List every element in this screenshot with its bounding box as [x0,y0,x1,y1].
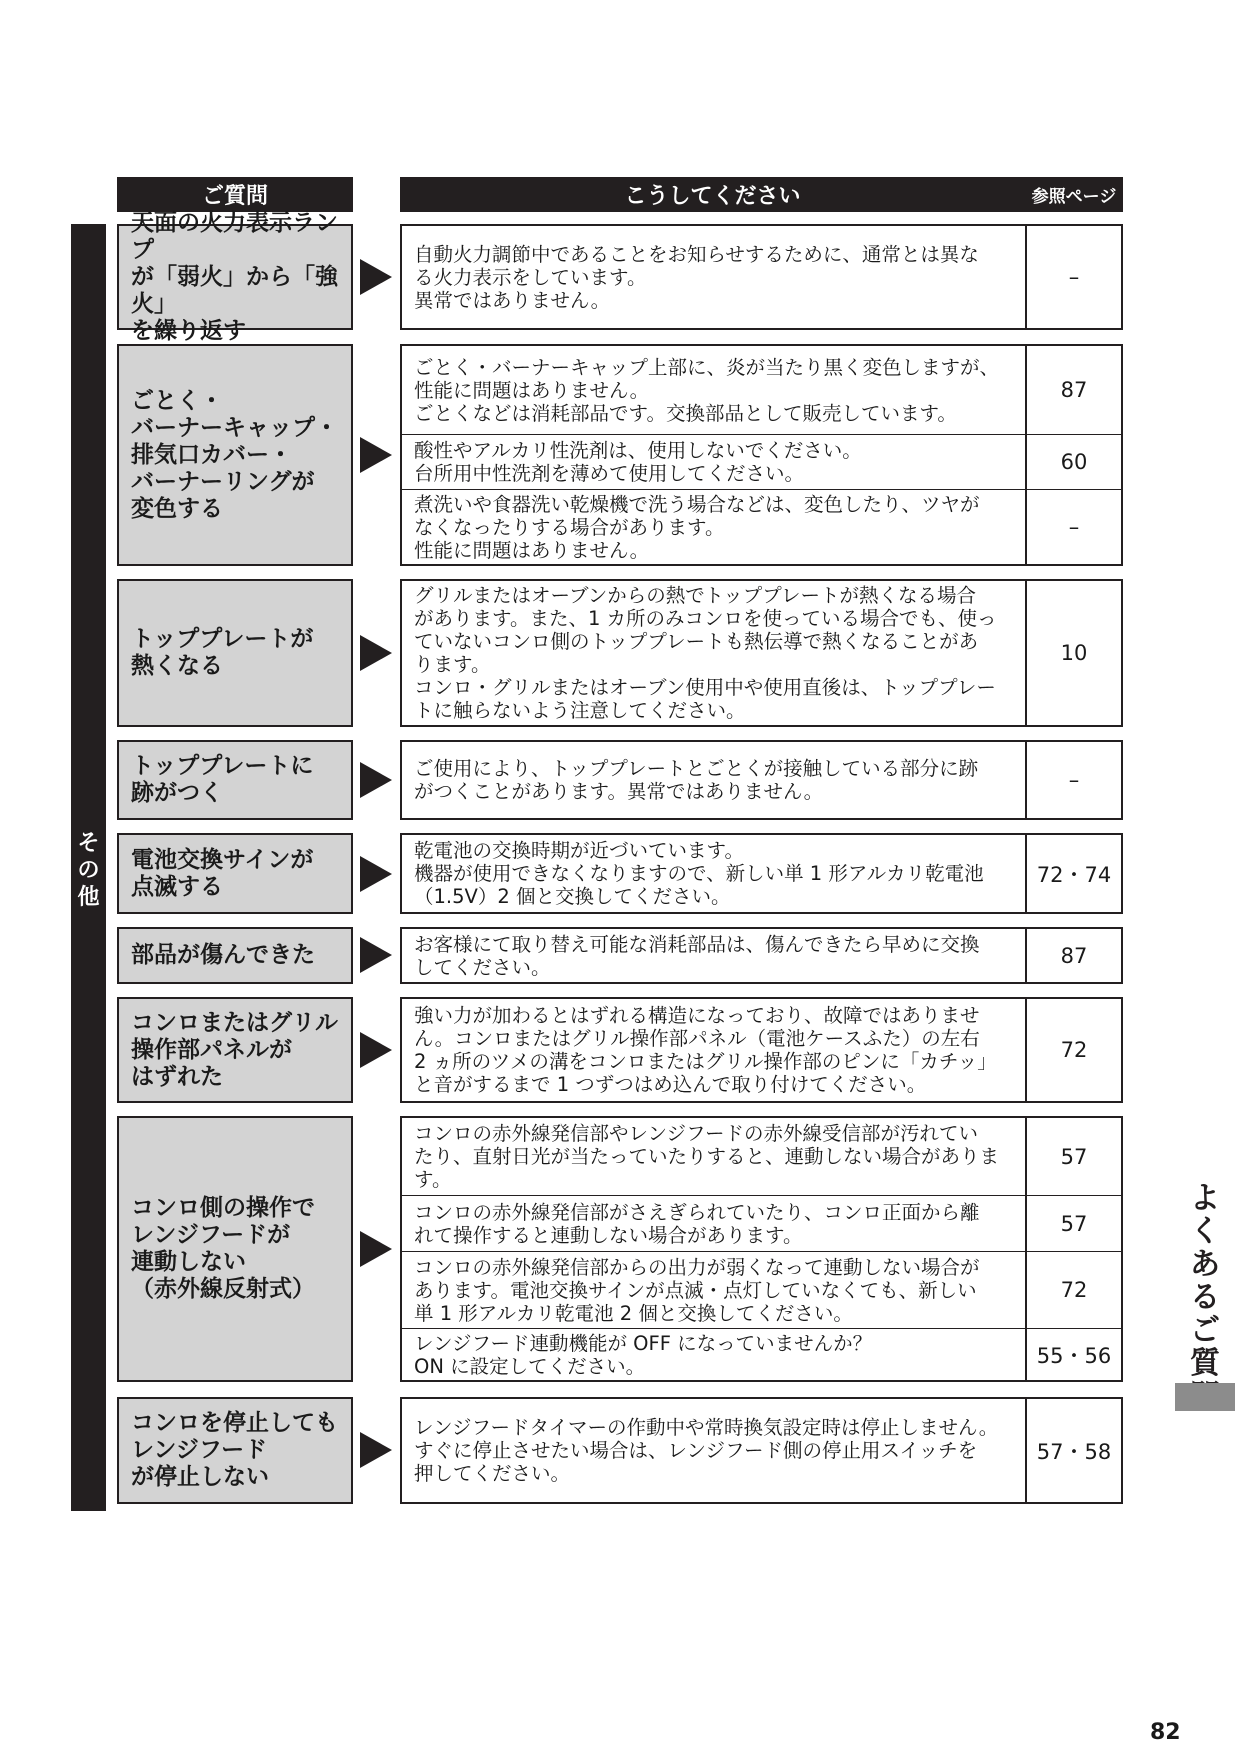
answer-text: 強い力が加わるとはずれる構造になっており、故障ではありませ ん。コンロまたはグリル操作部パネル（電池ケースふた）の左右 2 ヵ所のツメの溝をコンロまたはグリル操作部のピンに「カチッ」 と音がするまで 1 つずつはめ込んで取り付けてください。 [402,999,1027,1101]
answer-text: 煮洗いや食器洗い乾燥機で洗う場合などは、変色したり、ツヤが なくなったりする場合があります。 性能に問題はありません。 [402,490,1027,564]
answer-row [402,999,1121,1101]
answer-row [402,1118,1121,1195]
faq-answer [400,344,1123,566]
arrow-icon [360,1032,392,1068]
answer-text: コンロの赤外線発信部がさえぎられていたり、コンロ正面から離 れて操作すると連動しない場合があります。 [402,1196,1027,1251]
arrow-icon [360,1432,392,1468]
answer-text: コンロの赤外線発信部やレンジフードの赤外線受信部が汚れてい たり、直射日光が当たっていたりすると、連動しない場合がありま す。 [402,1118,1027,1195]
faq-question [117,1116,353,1382]
faq-answer [400,1116,1123,1382]
arrow-icon [360,856,392,892]
section-label-char: 他 [77,885,100,910]
faq-question [117,740,353,820]
answer-text: 乾電池の交換時期が近づいています。 機器が使用できなくなりますので、新しい単 1 形アルカリ乾電池 （1.5V）2 個と交換してください。 [402,835,1027,912]
question-header-label: ご質問 [201,184,268,209]
page-ref: 10 [1060,641,1088,665]
faq-answer [400,224,1123,330]
answer-text: レンジフード連動機能が OFF になっていませんか？ ON に設定してください。 [402,1329,1027,1380]
answer-row [402,929,1121,982]
answer-row [402,1195,1121,1251]
faq-question [117,1397,353,1504]
page-ref: 72 [1060,1278,1088,1302]
page-ref: 57 [1060,1211,1088,1236]
page-ref: 57 [1060,1144,1088,1169]
faq-question-text: コンロまたはグリル 操作部パネルが はずれた [131,1009,338,1090]
faq-answer [400,833,1123,914]
answer-row [402,742,1121,818]
section-label-char: そ [77,831,100,856]
faq-answer [400,1397,1123,1504]
faq-question [117,344,353,566]
faq-answer [400,927,1123,984]
faq-answer [400,579,1123,727]
faq-question-text: ごとく・ バーナーキャップ・ 排気口カバー・ バーナーリングが 変色する [131,387,338,522]
page-number: 82 [1150,1720,1181,1745]
page-ref: 87 [1060,378,1088,402]
answer-row [402,1399,1121,1502]
page-ref: – [1068,768,1080,792]
answer-row [402,1328,1121,1380]
section-label-char: の [77,858,100,883]
answer-text: グリルまたはオーブンからの熱でトッププレートが熱くなる場合 があります。また、1 カ所のみコンロを使っている場合でも、使っ ていないコンロ側のトッププレートも熱伝導で熱くなることがあ ります。 コンロ・グリルまたはオーブン使用中や使用直後は、トッププレー トに触らないよう注意してください。 [402,581,1027,725]
arrow-icon [360,259,392,295]
faq-question-text: トッププレートに 跡がつく [131,753,314,806]
faq-question-text: コンロを停止しても レンジフード が停止しない [131,1410,338,1490]
faq-question-text: コンロ側の操作で レンジフードが 連動しない （赤外線反射式） [131,1195,315,1302]
page-ref: – [1068,265,1080,289]
arrow-icon [360,635,392,671]
answer-text: 酸性やアルカリ性洗剤は、使用しないでください。 台所用中性洗剤を薄めて使用してください。 [402,435,1027,489]
page-ref-header-label: 参照ページ [1031,187,1117,207]
answer-header [400,177,1025,212]
page-ref: 55・56 [1036,1343,1112,1368]
faq-question-text: トッププレートが 熱くなる [131,626,314,679]
question-header [117,177,353,212]
answer-row [402,346,1121,434]
section-side-strip [71,224,106,1511]
answer-header-label: こうしてください [624,184,801,209]
faq-question [117,209,353,344]
answer-row [402,581,1121,725]
answer-row [402,835,1121,912]
answer-row [402,226,1121,328]
answer-text: 自動火力調節中であることをお知らせするために、通常とは異な る火力表示をしています。 異常ではありません。 [402,226,1027,328]
faq-question [117,579,353,727]
faq-question [117,997,353,1103]
answer-text: レンジフードタイマーの作動中や常時換気設定時は停止しません。 すぐに停止させたい場合は、レンジフード側の停止用スイッチを 押してください。 [402,1399,1027,1502]
answer-row [402,434,1121,489]
faq-answer [400,740,1123,820]
page-ref: – [1068,515,1080,539]
arrow-icon [360,437,392,473]
faq-question-text: 天面の火力表示ランプ が「弱火」から「強火」 を繰り返す [131,209,338,344]
answer-text: ご使用により、トッププレートとごとくが接触している部分に跡 がつくことがあります。異常ではありません。 [402,742,1027,818]
answer-text: コンロの赤外線発信部からの出力が弱くなって連動しない場合が あります。電池交換サインが点滅・点灯していなくても、新しい 単 1 形アルカリ乾電池 2 個と交換してください。 [402,1252,1027,1328]
page-ref: 87 [1060,943,1088,968]
section-label [71,830,106,911]
arrow-icon [360,1231,392,1267]
faq-question-text: 電池交換サインが 点滅する [131,846,314,900]
section-tab-label: よ く あ る ご 質 [1190,1181,1220,1381]
page-ref: 57・58 [1036,1439,1112,1464]
answer-text: ごとく・バーナーキャップ上部に、炎が当たり黒く変色しますが、 性能に問題はありません。 ごとくなどは消耗部品です。交換部品として販売しています。 [402,346,1027,434]
arrow-icon [360,762,392,798]
section-tab-marker [1175,1383,1235,1411]
arrow-icon [360,937,392,973]
answer-row [402,1251,1121,1328]
faq-question-text: 部品が傷んできた [131,942,315,968]
answer-text: お客様にて取り替え可能な消耗部品は、傷んできたら早めに交換 してください。 [402,929,1027,982]
page-ref: 72・74 [1036,862,1112,887]
page-ref: 60 [1060,450,1088,474]
page-ref-header [1025,177,1123,212]
faq-question [117,833,353,914]
answer-row [402,489,1121,564]
faq-answer [400,997,1123,1103]
page-ref: 72 [1060,1038,1088,1062]
faq-question [117,927,353,984]
